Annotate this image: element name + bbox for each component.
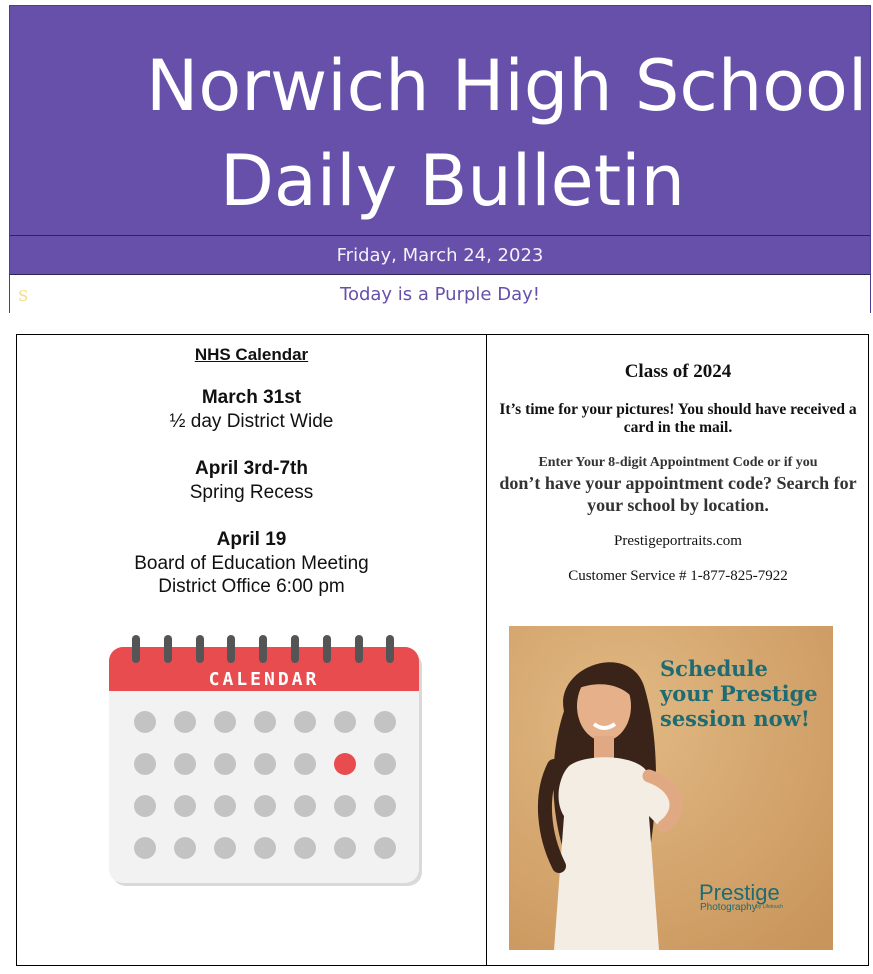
prestige-promo-image: [509, 626, 833, 950]
calendar-event: [17, 457, 486, 504]
calendar-heading: NHS Calendar: [194, 345, 309, 364]
school-name: Norwich High School: [146, 45, 868, 127]
event-description: Board of Education Meeting: [134, 553, 369, 574]
calendar-event: [17, 528, 486, 598]
prestige-logo-subtitle: Photography: [700, 902, 757, 913]
event-description: ½ day District Wide: [169, 411, 334, 432]
appointment-text: Enter Your 8-digit Appointment Code or if you: [538, 455, 818, 470]
calendar-icon-label: CALENDAR: [208, 669, 320, 690]
prestige-logo-tagline: by Lifetouch: [756, 904, 783, 910]
event-date: April 3rd-7th: [195, 458, 308, 479]
event-description: District Office 6:00 pm: [158, 576, 345, 597]
event-date: April 19: [216, 529, 287, 550]
class-title: Class of 2024: [624, 361, 732, 382]
customer-service-number: Customer Service # 1-877-825-7922: [568, 568, 788, 584]
notice-mark: S: [18, 287, 29, 305]
calendar-column: [17, 335, 486, 965]
appointment-text-large: don’t have your appointment code? Search for your school by location.: [499, 473, 857, 515]
bulletin-date: Friday, March 24, 2023: [10, 236, 870, 275]
calendar-icon: [109, 635, 423, 892]
promo-heading-line: Schedule: [660, 656, 768, 681]
event-description: Spring Recess: [189, 482, 314, 503]
prestige-logo: Prestige: [699, 880, 780, 905]
promo-heading-line: your Prestige: [660, 681, 818, 706]
bulletin-header: [9, 5, 871, 313]
event-date: March 31st: [201, 387, 302, 408]
class-notice-column: [487, 335, 869, 965]
promo-heading: [660, 656, 818, 731]
promo-heading-line: session now!: [660, 706, 810, 731]
notice-band: [10, 275, 870, 313]
purple-day-notice: Today is a Purple Day!: [340, 284, 540, 305]
website-link[interactable]: Prestigeportraits.com: [614, 533, 742, 549]
calendar-event: [17, 386, 486, 433]
bulletin-title: Daily Bulletin: [220, 140, 685, 222]
title-banner: [10, 6, 870, 236]
pictures-text: It’s time for your pictures! You should have received a card in the mail.: [499, 401, 857, 436]
content-table: [16, 334, 869, 966]
